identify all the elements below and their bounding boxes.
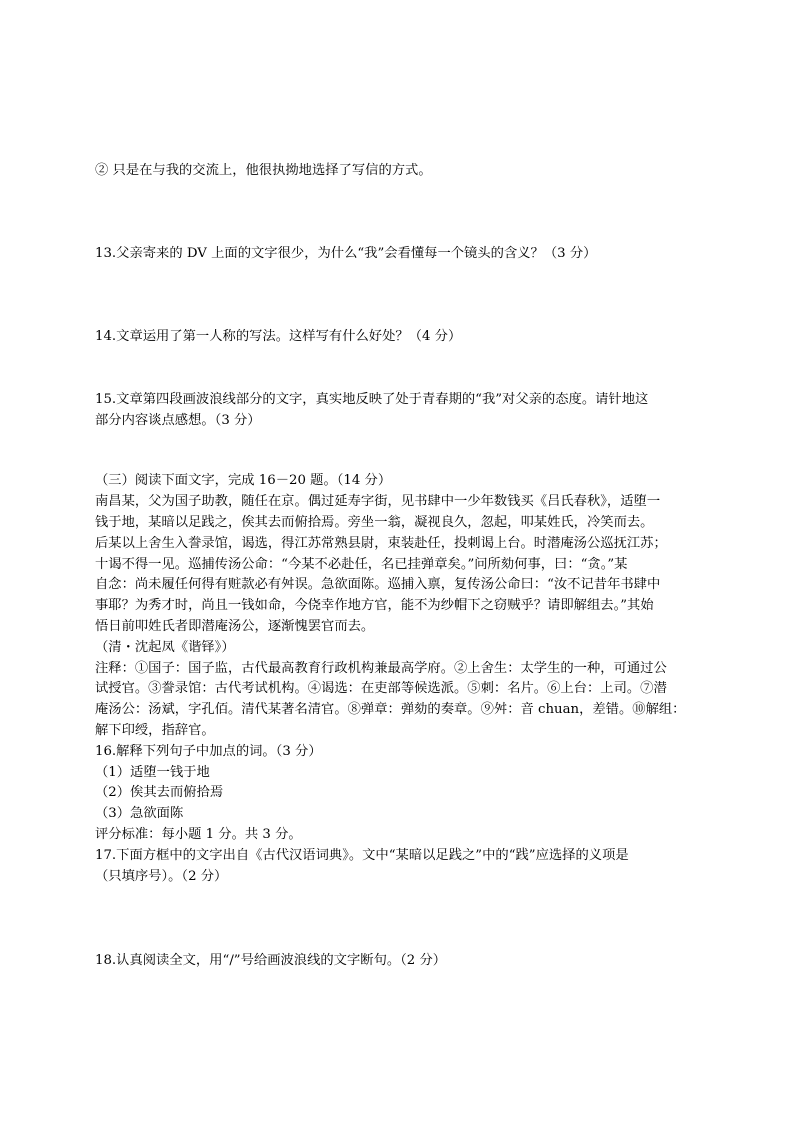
passage-source: （清・沈起凤《谐铎》） xyxy=(95,640,235,655)
question-13: 13.父亲寄来的 DV 上面的文字很少，为什么“我”会看懂每一个镜头的含义？（3 分） xyxy=(95,246,597,261)
question-17: 17.下面方框中的文字出自《古代汉语词典》。文中“某暗以足践之”中的“践”应选择的义项是 xyxy=(95,848,629,863)
question-16-item: （3）急欲面陈 xyxy=(95,806,184,821)
note-line: 注释：①国子：国子监，古代最高教育行政机构兼最高学府。②上舍生：太学生的一种，可通过公 xyxy=(95,661,667,676)
question-17-continued: （只填序号）。（2 分） xyxy=(95,869,228,884)
passage-line: 南昌某，父为国子助教，随任在京。偶过延寿字街，见书肆中一少年数钱买《吕氏春秋》，适堕一 xyxy=(95,494,661,509)
passage-line: 钱于地，某暗以足践之，俟其去而俯拾焉。旁坐一翁，凝视良久，忽起，叩某姓氏，冷笑而去。 xyxy=(95,515,654,530)
question-16-item: （1）适堕一钱于地 xyxy=(95,765,210,780)
note-line: 试授官。③誊录馆：古代考试机构。④谒选：在吏部等候选派。⑤刺：名片。⑥上台：上司。⑦潜 xyxy=(95,681,667,696)
question-15: 15.文章第四段画波浪线部分的文字，真实地反映了处于青春期的“我”对父亲的态度。请针地这 xyxy=(95,392,649,407)
question-12-item-2: ② 只是在与我的交流上，他很执拗地选择了写信的方式。 xyxy=(95,163,432,178)
passage-line: 十谒不得一见。巡捕传汤公命：“今某不必赴任，名已挂弹章矣。”问所劾何事，曰：“贪。”某 xyxy=(95,557,628,572)
passage-line: 自念：尚未履任何得有赃款必有舛误。急欲面陈。巡捕入禀，复传汤公命曰：“汝不记昔年书肆中 xyxy=(95,577,661,592)
note-line: 庵汤公：汤斌，字孔佰。清代某著名清官。⑧弹章：弹劾的奏章。⑨舛：音 chuan，差错。⑩解组： xyxy=(95,702,686,717)
question-16: 16.解释下列句子中加点的词。（3 分） xyxy=(95,744,322,759)
passage-line: 后某以上舍生入誊录馆，谒选，得江苏常熟县尉，束装赴任，投刺谒上台。时潜庵汤公巡抚江苏； xyxy=(95,536,667,551)
section-3-intro: （三）阅读下面文字，完成 16－20 题。（14 分） xyxy=(95,473,392,488)
question-16-scoring: 评分标准：每小题 1 分。共 3 分。 xyxy=(95,827,302,842)
question-14: 14.文章运用了第一人称的写法。这样写有什么好处？（4 分） xyxy=(95,329,462,344)
passage-line: 悟日前叩姓氏者即潜庵汤公，逐渐愧罢官而去。 xyxy=(95,619,375,634)
note-line: 解下印绶，指辞官。 xyxy=(95,723,215,738)
question-15-continued: 部分内容谈点感想。（3 分） xyxy=(95,413,261,428)
passage-line: 事耶？为秀才时，尚且一钱如命，今侥幸作地方官，能不为纱帽下之窃贼乎？请即解组去。”其始 xyxy=(95,598,654,613)
question-18: 18.认真阅读全文，用“/”号给画波浪线的文字断句。（2 分） xyxy=(95,953,447,968)
question-16-item: （2）俟其去而俯拾焉 xyxy=(95,785,224,800)
